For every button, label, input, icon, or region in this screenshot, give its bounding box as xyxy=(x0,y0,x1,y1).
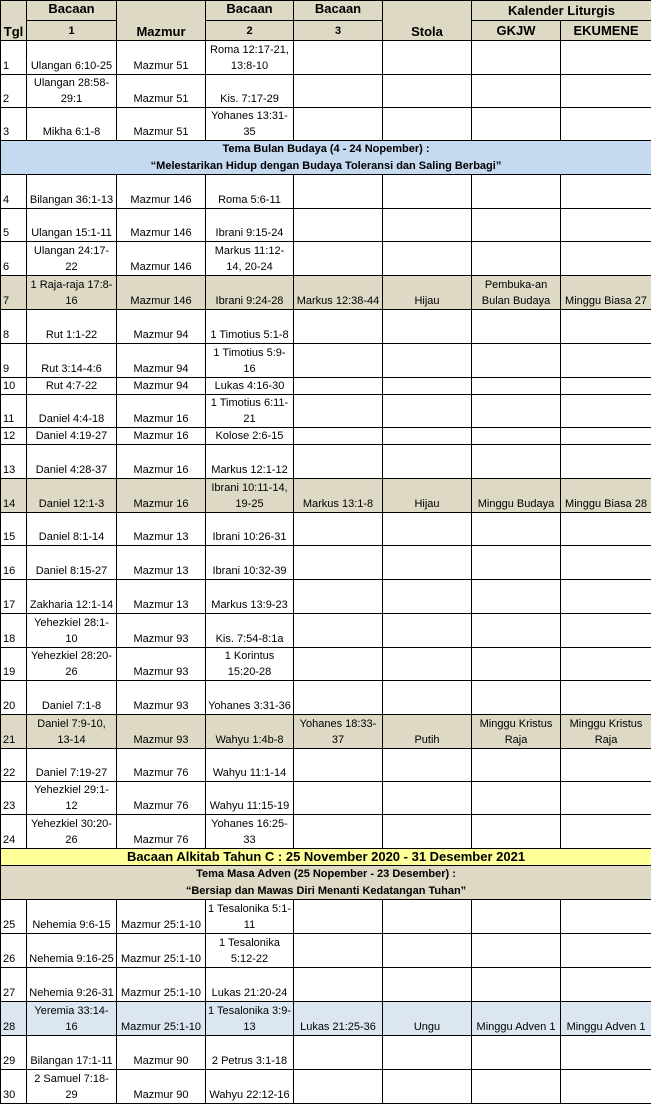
cell-tgl: 24 xyxy=(1,815,27,849)
table-row xyxy=(1,782,651,815)
cell-ekumene xyxy=(561,900,651,934)
cell-bacaan3 xyxy=(294,580,383,614)
theme-row xyxy=(1,866,651,883)
cell-mazmur: Mazmur 76 xyxy=(117,749,206,782)
cell-ekumene xyxy=(561,580,651,614)
cell-mazmur: Mazmur 13 xyxy=(117,546,206,580)
cell-tgl: 26 xyxy=(1,934,27,968)
table-row xyxy=(1,546,651,580)
cell-stola xyxy=(383,1036,472,1070)
cell-gkjw xyxy=(472,546,561,580)
header-mazmur: Mazmur xyxy=(117,1,206,41)
table-row xyxy=(1,1036,651,1070)
table-row xyxy=(1,815,651,849)
cell-bacaan3 xyxy=(294,175,383,209)
cell-bacaan3 xyxy=(294,41,383,75)
cell-bacaan1: Daniel 4:19-27 xyxy=(27,428,117,445)
year-banner-row xyxy=(1,849,651,866)
cell-tgl: 6 xyxy=(1,242,27,276)
cell-tgl: 2 xyxy=(1,75,27,108)
cell-bacaan1: Yehezkiel 29:1-12 xyxy=(27,782,117,815)
cell-bacaan1: Bilangan 36:1-13 xyxy=(27,175,117,209)
cell-gkjw xyxy=(472,782,561,815)
cell-gkjw xyxy=(472,1036,561,1070)
cell-gkjw: Minggu Adven 1 xyxy=(472,1002,561,1036)
cell-gkjw xyxy=(472,749,561,782)
cell-bacaan1: Yehezkiel 30:20-26 xyxy=(27,815,117,849)
cell-mazmur: Mazmur 94 xyxy=(117,378,206,395)
table-row xyxy=(1,513,651,546)
header-bacaan3: Bacaan xyxy=(294,1,383,21)
cell-bacaan2: Markus 11:12-14, 20-24 xyxy=(206,242,294,276)
cell-stola xyxy=(383,749,472,782)
cell-stola: Hijau xyxy=(383,276,472,310)
table-row xyxy=(1,934,651,968)
cell-bacaan3 xyxy=(294,546,383,580)
cell-gkjw xyxy=(472,614,561,648)
cell-ekumene xyxy=(561,648,651,681)
cell-bacaan2: 1 Timotius 5:9-16 xyxy=(206,344,294,378)
cell-bacaan3: Markus 13:1-8 xyxy=(294,479,383,513)
cell-bacaan1: Nehemia 9:26-31 xyxy=(27,968,117,1002)
cell-bacaan1: Daniel 4:28-37 xyxy=(27,445,117,479)
cell-bacaan3 xyxy=(294,815,383,849)
cell-bacaan3 xyxy=(294,75,383,108)
cell-gkjw xyxy=(472,175,561,209)
cell-bacaan3 xyxy=(294,648,383,681)
cell-gkjw: Pembuka-an Bulan Budaya xyxy=(472,276,561,310)
cell-ekumene: Minggu Biasa 28 xyxy=(561,479,651,513)
cell-gkjw xyxy=(472,344,561,378)
table-row xyxy=(1,445,651,479)
cell-bacaan2: 2 Petrus 3:1-18 xyxy=(206,1036,294,1070)
cell-bacaan1: Nehemia 9:6-15 xyxy=(27,900,117,934)
cell-bacaan2: Ibrani 9:15-24 xyxy=(206,209,294,242)
cell-mazmur: Mazmur 25:1-10 xyxy=(117,1002,206,1036)
table-row xyxy=(1,428,651,445)
cell-mazmur: Mazmur 51 xyxy=(117,41,206,75)
table-row xyxy=(1,968,651,1002)
cell-bacaan2: 1 Tesalonika 3:9-13 xyxy=(206,1002,294,1036)
table-row xyxy=(1,378,651,395)
header-bacaan2-number: 2 xyxy=(206,21,294,41)
cell-bacaan1: 2 Samuel 7:18-29 xyxy=(27,1070,117,1104)
cell-gkjw xyxy=(472,41,561,75)
cell-ekumene xyxy=(561,378,651,395)
cell-stola xyxy=(383,175,472,209)
cell-tgl: 14 xyxy=(1,479,27,513)
cell-ekumene xyxy=(561,445,651,479)
cell-stola: Hijau xyxy=(383,479,472,513)
cell-stola: Ungu xyxy=(383,1002,472,1036)
cell-mazmur: Mazmur 13 xyxy=(117,580,206,614)
cell-bacaan3 xyxy=(294,968,383,1002)
cell-ekumene: Minggu Kristus Raja xyxy=(561,715,651,749)
cell-bacaan2: Yohanes 16:25-33 xyxy=(206,815,294,849)
header-ekumene: EKUMENE xyxy=(561,21,651,41)
theme-row xyxy=(1,883,651,900)
cell-tgl: 9 xyxy=(1,344,27,378)
cell-gkjw xyxy=(472,900,561,934)
cell-ekumene xyxy=(561,395,651,428)
cell-ekumene xyxy=(561,428,651,445)
cell-bacaan1: Zakharia 12:1-14 xyxy=(27,580,117,614)
cell-tgl: 19 xyxy=(1,648,27,681)
table-body xyxy=(1,1,651,1104)
cell-bacaan3 xyxy=(294,242,383,276)
cell-bacaan3: Lukas 21:25-36 xyxy=(294,1002,383,1036)
cell-mazmur: Mazmur 90 xyxy=(117,1036,206,1070)
cell-bacaan2: Wahyu 11:15-19 xyxy=(206,782,294,815)
cell-gkjw xyxy=(472,648,561,681)
cell-ekumene xyxy=(561,175,651,209)
cell-bacaan2: Markus 13:9-23 xyxy=(206,580,294,614)
cell-bacaan1: Yeremia 33:14-16 xyxy=(27,1002,117,1036)
cell-bacaan1: Bilangan 17:1-11 xyxy=(27,1036,117,1070)
cell-bacaan3 xyxy=(294,108,383,141)
table-row xyxy=(1,344,651,378)
cell-mazmur: Mazmur 51 xyxy=(117,108,206,141)
cell-bacaan1: Rut 3:14-4:6 xyxy=(27,344,117,378)
cell-ekumene xyxy=(561,108,651,141)
cell-ekumene xyxy=(561,614,651,648)
header-stola: Stola xyxy=(383,1,472,41)
cell-ekumene xyxy=(561,546,651,580)
cell-gkjw xyxy=(472,934,561,968)
cell-bacaan1: Daniel 8:1-14 xyxy=(27,513,117,546)
cell-stola xyxy=(383,108,472,141)
cell-bacaan3 xyxy=(294,1036,383,1070)
cell-mazmur: Mazmur 51 xyxy=(117,75,206,108)
cell-mazmur: Mazmur 76 xyxy=(117,782,206,815)
cell-mazmur: Mazmur 93 xyxy=(117,715,206,749)
cell-tgl: 10 xyxy=(1,378,27,395)
cell-tgl: 16 xyxy=(1,546,27,580)
cell-bacaan2: Markus 12:1-12 xyxy=(206,445,294,479)
cell-mazmur: Mazmur 25:1-10 xyxy=(117,968,206,1002)
cell-mazmur: Mazmur 146 xyxy=(117,242,206,276)
table-row xyxy=(1,242,651,276)
cell-bacaan3 xyxy=(294,344,383,378)
cell-tgl: 1 xyxy=(1,41,27,75)
cell-stola: Putih xyxy=(383,715,472,749)
cell-stola xyxy=(383,1070,472,1104)
header-bacaan1-number: 1 xyxy=(27,21,117,41)
cell-bacaan2: Roma 12:17-21, 13:8-10 xyxy=(206,41,294,75)
table-row xyxy=(1,715,651,749)
cell-bacaan1: Yehezkiel 28:20-26 xyxy=(27,648,117,681)
table-row xyxy=(1,41,651,75)
cell-ekumene xyxy=(561,968,651,1002)
cell-tgl: 15 xyxy=(1,513,27,546)
cell-gkjw xyxy=(472,428,561,445)
table-row xyxy=(1,1070,651,1104)
cell-bacaan2: Ibrani 10:11-14, 19-25 xyxy=(206,479,294,513)
cell-stola xyxy=(383,614,472,648)
header-row-top xyxy=(1,1,651,21)
cell-gkjw xyxy=(472,815,561,849)
cell-tgl: 4 xyxy=(1,175,27,209)
cell-bacaan1: Rut 1:1-22 xyxy=(27,310,117,344)
cell-tgl: 11 xyxy=(1,395,27,428)
cell-bacaan2: Roma 5:6-11 xyxy=(206,175,294,209)
cell-tgl: 18 xyxy=(1,614,27,648)
table-row xyxy=(1,479,651,513)
cell-bacaan3 xyxy=(294,428,383,445)
cell-bacaan3 xyxy=(294,749,383,782)
cell-tgl: 5 xyxy=(1,209,27,242)
cell-ekumene xyxy=(561,1036,651,1070)
cell-bacaan1: Daniel 12:1-3 xyxy=(27,479,117,513)
header-gkjw: GKJW xyxy=(472,21,561,41)
cell-bacaan1: Mikha 6:1-8 xyxy=(27,108,117,141)
cell-bacaan2: Ibrani 10:32-39 xyxy=(206,546,294,580)
cell-tgl: 27 xyxy=(1,968,27,1002)
cell-tgl: 29 xyxy=(1,1036,27,1070)
theme-title: Tema Bulan Budaya (4 - 24 Nopember) : xyxy=(1,141,651,158)
cell-ekumene xyxy=(561,41,651,75)
table-row xyxy=(1,75,651,108)
header-kalender-liturgis: Kalender Liturgis xyxy=(472,1,651,21)
theme-row xyxy=(1,141,651,158)
table-row xyxy=(1,580,651,614)
cell-bacaan3 xyxy=(294,513,383,546)
cell-tgl: 25 xyxy=(1,900,27,934)
table-row xyxy=(1,1002,651,1036)
cell-tgl: 12 xyxy=(1,428,27,445)
cell-tgl: 30 xyxy=(1,1070,27,1104)
cell-tgl: 23 xyxy=(1,782,27,815)
cell-bacaan2: Yohanes 3:31-36 xyxy=(206,681,294,715)
cell-ekumene xyxy=(561,310,651,344)
year-banner: Bacaan Alkitab Tahun C : 25 November 2020 - 31 Desember 2021 xyxy=(1,849,651,866)
cell-stola xyxy=(383,648,472,681)
cell-mazmur: Mazmur 94 xyxy=(117,310,206,344)
theme-title: Tema Masa Adven (25 Nopember - 23 Desember) : xyxy=(1,866,651,883)
cell-bacaan2: 1 Korintus 15:20-28 xyxy=(206,648,294,681)
cell-bacaan3 xyxy=(294,900,383,934)
header-tgl: Tgl xyxy=(1,1,27,41)
cell-tgl: 13 xyxy=(1,445,27,479)
cell-gkjw xyxy=(472,513,561,546)
cell-stola xyxy=(383,378,472,395)
cell-ekumene xyxy=(561,242,651,276)
table-row xyxy=(1,648,651,681)
cell-bacaan1: Rut 4:7-22 xyxy=(27,378,117,395)
cell-gkjw xyxy=(472,580,561,614)
cell-mazmur: Mazmur 16 xyxy=(117,395,206,428)
cell-ekumene xyxy=(561,934,651,968)
cell-ekumene: Minggu Biasa 27 xyxy=(561,276,651,310)
cell-stola xyxy=(383,395,472,428)
theme-row xyxy=(1,158,651,175)
cell-bacaan3 xyxy=(294,310,383,344)
cell-bacaan2: Ibrani 9:24-28 xyxy=(206,276,294,310)
cell-mazmur: Mazmur 146 xyxy=(117,209,206,242)
cell-mazmur: Mazmur 16 xyxy=(117,428,206,445)
table-row xyxy=(1,209,651,242)
cell-bacaan2: Lukas 21:20-24 xyxy=(206,968,294,1002)
cell-bacaan2: 1 Timotius 5:1-8 xyxy=(206,310,294,344)
cell-stola xyxy=(383,546,472,580)
cell-stola xyxy=(383,934,472,968)
cell-mazmur: Mazmur 76 xyxy=(117,815,206,849)
cell-bacaan3: Markus 12:38-44 xyxy=(294,276,383,310)
cell-bacaan3 xyxy=(294,782,383,815)
cell-mazmur: Mazmur 146 xyxy=(117,175,206,209)
cell-mazmur: Mazmur 25:1-10 xyxy=(117,934,206,968)
cell-mazmur: Mazmur 93 xyxy=(117,614,206,648)
cell-bacaan1: 1 Raja-raja 17:8-16 xyxy=(27,276,117,310)
cell-tgl: 22 xyxy=(1,749,27,782)
cell-ekumene xyxy=(561,1070,651,1104)
cell-bacaan1: Ulangan 6:10-25 xyxy=(27,41,117,75)
cell-ekumene xyxy=(561,513,651,546)
cell-bacaan1: Daniel 4:4-18 xyxy=(27,395,117,428)
cell-stola xyxy=(383,41,472,75)
cell-bacaan2: Lukas 4:16-30 xyxy=(206,378,294,395)
cell-stola xyxy=(383,513,472,546)
cell-bacaan1: Nehemia 9:16-25 xyxy=(27,934,117,968)
cell-bacaan2: Yohanes 13:31-35 xyxy=(206,108,294,141)
cell-gkjw xyxy=(472,108,561,141)
cell-mazmur: Mazmur 90 xyxy=(117,1070,206,1104)
cell-gkjw xyxy=(472,378,561,395)
cell-ekumene xyxy=(561,344,651,378)
cell-stola xyxy=(383,209,472,242)
cell-bacaan3 xyxy=(294,681,383,715)
cell-bacaan2: Wahyu 1:4b-8 xyxy=(206,715,294,749)
cell-stola xyxy=(383,815,472,849)
table-row xyxy=(1,900,651,934)
cell-bacaan3 xyxy=(294,445,383,479)
cell-bacaan1: Ulangan 28:58-29:1 xyxy=(27,75,117,108)
cell-tgl: 17 xyxy=(1,580,27,614)
cell-tgl: 21 xyxy=(1,715,27,749)
cell-bacaan3 xyxy=(294,1070,383,1104)
table-row xyxy=(1,395,651,428)
cell-mazmur: Mazmur 93 xyxy=(117,681,206,715)
cell-mazmur: Mazmur 146 xyxy=(117,276,206,310)
cell-stola xyxy=(383,580,472,614)
cell-gkjw xyxy=(472,681,561,715)
cell-ekumene xyxy=(561,815,651,849)
cell-gkjw: Minggu Budaya xyxy=(472,479,561,513)
cell-bacaan1: Daniel 7:19-27 xyxy=(27,749,117,782)
cell-stola xyxy=(383,75,472,108)
cell-mazmur: Mazmur 16 xyxy=(117,445,206,479)
cell-mazmur: Mazmur 13 xyxy=(117,513,206,546)
table-row xyxy=(1,108,651,141)
cell-gkjw xyxy=(472,209,561,242)
cell-mazmur: Mazmur 93 xyxy=(117,648,206,681)
cell-bacaan2: 1 Timotius 6:11-21 xyxy=(206,395,294,428)
cell-stola xyxy=(383,428,472,445)
theme-subtitle: “Bersiap dan Mawas Diri Menanti Kedatangan Tuhan” xyxy=(1,883,651,900)
cell-bacaan2: Wahyu 22:12-16 xyxy=(206,1070,294,1104)
cell-bacaan3 xyxy=(294,209,383,242)
cell-stola xyxy=(383,242,472,276)
cell-stola xyxy=(383,681,472,715)
cell-stola xyxy=(383,900,472,934)
cell-gkjw xyxy=(472,242,561,276)
cell-bacaan2: 1 Tesalonika 5:12-22 xyxy=(206,934,294,968)
header-bacaan3-number: 3 xyxy=(294,21,383,41)
cell-bacaan3 xyxy=(294,934,383,968)
table-row xyxy=(1,614,651,648)
cell-bacaan2: Kolose 2:6-15 xyxy=(206,428,294,445)
header-bacaan1: Bacaan xyxy=(27,1,117,21)
cell-tgl: 7 xyxy=(1,276,27,310)
cell-bacaan2: Kis. 7:17-29 xyxy=(206,75,294,108)
cell-gkjw xyxy=(472,968,561,1002)
cell-mazmur: Mazmur 94 xyxy=(117,344,206,378)
cell-ekumene xyxy=(561,209,651,242)
theme-subtitle: “Melestarikan Hidup dengan Budaya Toleransi dan Saling Berbagi” xyxy=(1,158,651,175)
table-row xyxy=(1,175,651,209)
cell-ekumene xyxy=(561,782,651,815)
cell-ekumene: Minggu Adven 1 xyxy=(561,1002,651,1036)
cell-bacaan2: Kis. 7:54-8:1a xyxy=(206,614,294,648)
cell-tgl: 20 xyxy=(1,681,27,715)
table-row xyxy=(1,681,651,715)
cell-stola xyxy=(383,310,472,344)
cell-tgl: 8 xyxy=(1,310,27,344)
cell-bacaan1: Daniel 7:1-8 xyxy=(27,681,117,715)
cell-bacaan2: 1 Tesalonika 5:1-11 xyxy=(206,900,294,934)
table-row xyxy=(1,310,651,344)
header-bacaan2: Bacaan xyxy=(206,1,294,21)
cell-bacaan1: Ulangan 24:17-22 xyxy=(27,242,117,276)
cell-bacaan1: Yehezkiel 28:1-10 xyxy=(27,614,117,648)
cell-ekumene xyxy=(561,749,651,782)
cell-bacaan1: Ulangan 15:1-11 xyxy=(27,209,117,242)
cell-stola xyxy=(383,344,472,378)
cell-bacaan2: Wahyu 11:1-14 xyxy=(206,749,294,782)
cell-gkjw xyxy=(472,445,561,479)
cell-bacaan1: Daniel 7:9-10, 13-14 xyxy=(27,715,117,749)
cell-ekumene xyxy=(561,75,651,108)
cell-gkjw xyxy=(472,1070,561,1104)
cell-ekumene xyxy=(561,681,651,715)
cell-bacaan2: Ibrani 10:26-31 xyxy=(206,513,294,546)
cell-mazmur: Mazmur 25:1-10 xyxy=(117,900,206,934)
cell-bacaan3: Yohanes 18:33-37 xyxy=(294,715,383,749)
cell-bacaan3 xyxy=(294,378,383,395)
cell-bacaan3 xyxy=(294,395,383,428)
cell-bacaan1: Daniel 8:15-27 xyxy=(27,546,117,580)
cell-tgl: 28 xyxy=(1,1002,27,1036)
cell-gkjw xyxy=(472,395,561,428)
cell-gkjw: Minggu Kristus Raja xyxy=(472,715,561,749)
table-row xyxy=(1,276,651,310)
cell-stola xyxy=(383,968,472,1002)
cell-gkjw xyxy=(472,310,561,344)
cell-stola xyxy=(383,445,472,479)
cell-stola xyxy=(383,782,472,815)
cell-tgl: 3 xyxy=(1,108,27,141)
cell-gkjw xyxy=(472,75,561,108)
header-row-bottom xyxy=(1,21,651,41)
cell-bacaan3 xyxy=(294,614,383,648)
table-row xyxy=(1,749,651,782)
cell-mazmur: Mazmur 16 xyxy=(117,479,206,513)
